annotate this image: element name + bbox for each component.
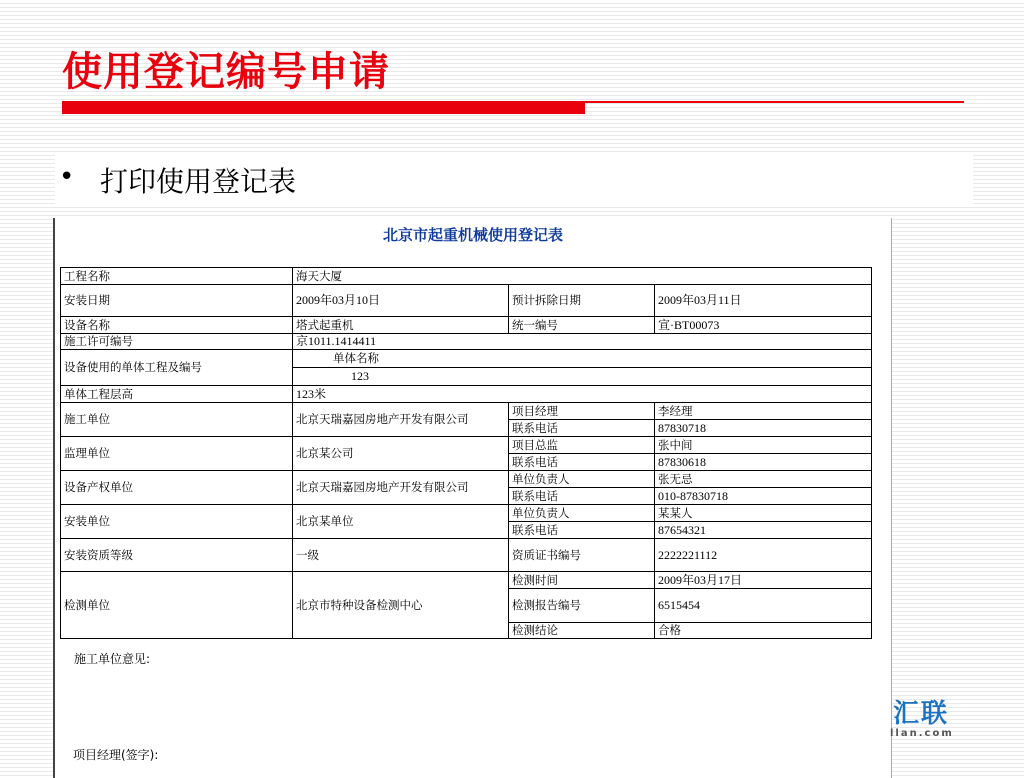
report-no-value: 6515454	[655, 589, 872, 623]
single-project-label: 设备使用的单体工程及编号	[61, 350, 293, 386]
conclusion-label: 检测结论	[509, 623, 655, 639]
chief-supervisor-label: 项目总监	[509, 437, 655, 454]
install-phone-value: 87654321	[655, 522, 872, 539]
single-project-subtable	[293, 351, 871, 385]
install-unit-label: 安装单位	[61, 505, 293, 539]
table-row	[61, 505, 872, 522]
install-unit-value: 北京某单位	[293, 505, 509, 539]
supervisor-phone-value: 87830618	[655, 454, 872, 471]
registration-table	[60, 267, 872, 639]
bullet-dot-icon: •	[59, 162, 75, 192]
table-row	[61, 285, 872, 317]
title-underline-thick	[62, 101, 585, 114]
install-date-label: 安装日期	[61, 285, 293, 317]
permit-no-label: 施工许可编号	[61, 334, 293, 350]
table-row	[61, 350, 872, 386]
install-phone-label: 联系电话	[509, 522, 655, 539]
project-name-label: 工程名称	[61, 268, 293, 285]
construction-unit-value: 北京天瑞嘉园房地产开发有限公司	[293, 403, 509, 437]
qualification-value: 一级	[293, 539, 509, 572]
supervision-unit-value: 北京某公司	[293, 437, 509, 471]
table-row	[61, 334, 872, 350]
install-date-value: 2009年03月10日	[293, 285, 509, 317]
owner-phone-value: 010-87830718	[655, 488, 872, 505]
pm-phone-value: 87830718	[655, 420, 872, 437]
floor-height-value: 123米	[293, 386, 872, 403]
project-manager-signature-label: 项目经理(签字):	[73, 748, 159, 762]
inspection-unit-label: 检测单位	[61, 572, 293, 639]
title-underline-thin	[585, 101, 964, 103]
slide-title: 使用登记编号申请	[62, 49, 390, 95]
huilian-logo	[890, 700, 954, 740]
registration-form-sheet	[53, 218, 892, 778]
table-row	[61, 403, 872, 420]
report-no-label: 检测报告编号	[509, 589, 655, 623]
owner-phone-label: 联系电话	[509, 488, 655, 505]
single-project-sub-value: 123	[351, 368, 369, 383]
floor-height-label: 单体工程层高	[61, 386, 293, 403]
supervision-unit-label: 监理单位	[61, 437, 293, 471]
project-name-value: 海天大厦	[293, 268, 872, 285]
owner-head-label: 单位负责人	[509, 471, 655, 488]
owner-unit-value: 北京天瑞嘉园房地产开发有限公司	[293, 471, 509, 505]
logo-main-text: 汇联	[893, 699, 950, 729]
equipment-name-label: 设备名称	[61, 317, 293, 334]
bullet-point	[55, 152, 973, 207]
owner-head-value: 张无忌	[655, 471, 872, 488]
planned-removal-label: 预计拆除日期	[509, 285, 655, 317]
logo-sub-text: llan.com	[890, 728, 954, 739]
planned-removal-value: 2009年03月11日	[655, 285, 872, 317]
unified-no-label: 统一编号	[509, 317, 655, 334]
equipment-name-value: 塔式起重机	[293, 317, 509, 334]
construction-unit-opinion-label: 施工单位意见:	[74, 652, 151, 666]
construction-unit-label: 施工单位	[61, 403, 293, 437]
install-head-value: 某某人	[655, 505, 872, 522]
conclusion-value: 合格	[655, 623, 872, 639]
table-row	[61, 268, 872, 285]
unified-no-value: 宣·BT00073	[655, 317, 872, 334]
permit-no-value: 京1011.1414411	[293, 334, 872, 350]
owner-unit-label: 设备产权单位	[61, 471, 293, 505]
bullet-text: 打印使用登记表	[100, 165, 297, 198]
form-title: 北京市起重机械使用登记表	[382, 226, 563, 244]
inspection-unit-value: 北京市特种设备检测中心	[293, 572, 509, 639]
chief-supervisor-value: 张中间	[655, 437, 872, 454]
pm-value: 李经理	[655, 403, 872, 420]
install-head-label: 单位负责人	[509, 505, 655, 522]
table-row	[61, 539, 872, 572]
table-row	[61, 437, 872, 454]
pm-label: 项目经理	[509, 403, 655, 420]
single-project-subtable-cell	[293, 350, 872, 386]
single-project-sub-label: 单体名称	[293, 351, 871, 368]
table-row	[61, 317, 872, 334]
pm-phone-label: 联系电话	[509, 420, 655, 437]
table-row	[61, 572, 872, 589]
inspection-time-value: 2009年03月17日	[655, 572, 872, 589]
table-row	[61, 471, 872, 488]
cert-no-value: 2222221112	[655, 539, 872, 572]
table-row	[61, 386, 872, 403]
supervisor-phone-label: 联系电话	[509, 454, 655, 471]
inspection-time-label: 检测时间	[509, 572, 655, 589]
qualification-label: 安装资质等级	[61, 539, 293, 572]
cert-no-label: 资质证书编号	[509, 539, 655, 572]
